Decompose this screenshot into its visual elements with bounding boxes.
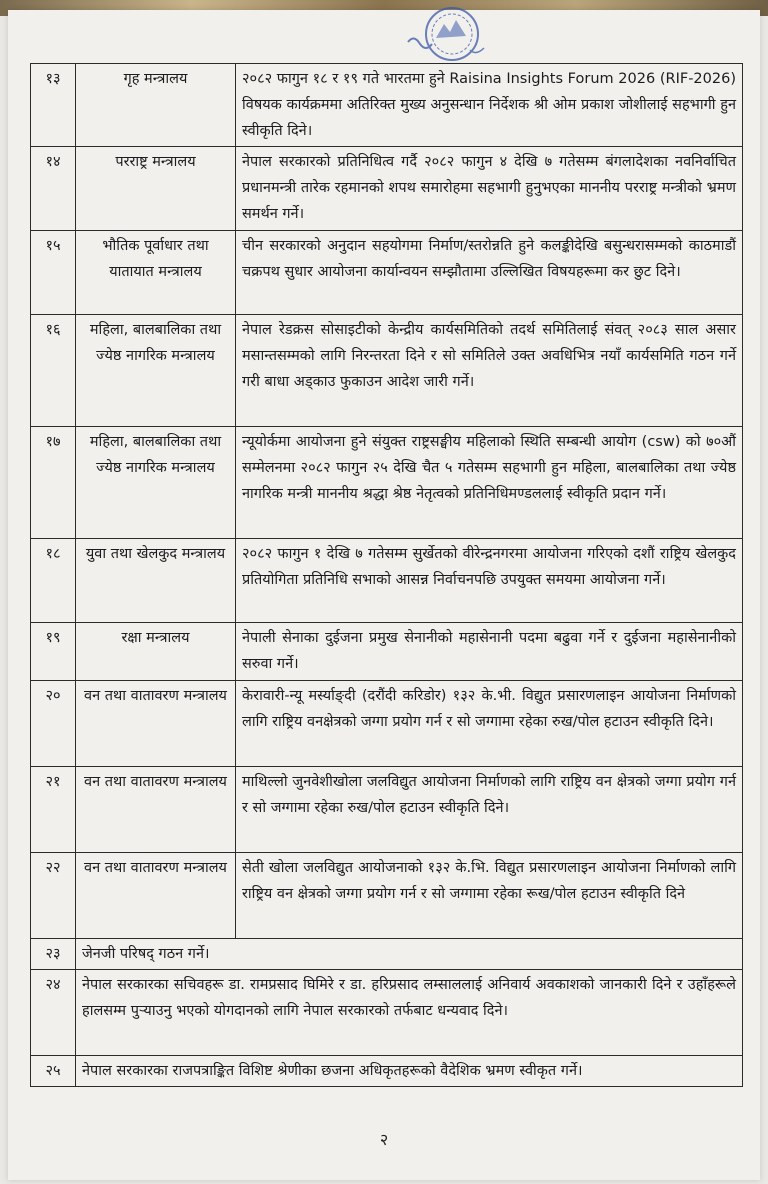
row-number: १७ xyxy=(31,427,76,539)
decision-cell: नेपाल सरकारको प्रतिनिधित्व गर्दै २०८२ फागुन ४ देखि ७ गतेसम्म बंगलादेशका नवनिर्वाचित प्रधानमन्त्री तारेक रहमानको शपथ समारोहमा सहभागी हुनुभएका माननीय परराष्ट्र मन्त्रीको भ्रमण समर्थन गर्ने। xyxy=(236,147,743,231)
row-number: १६ xyxy=(31,315,76,427)
row-number: २२ xyxy=(31,853,76,939)
table-row xyxy=(31,427,743,539)
decision-cell: नेपाली सेनाका दुईजना प्रमुख सेनानीको महासेनानी पदमा बढुवा गर्ने र दुईजना महासेनानीको सरुवा गर्ने। xyxy=(236,623,743,681)
decision-cell: माथिल्लो जुनवेशीखोला जलविद्युत आयोजना निर्माणको लागि राष्ट्रिय वन क्षेत्रको जग्गा प्रयोग गर्न र सो जग्गामा रहेका रुख/पोल हटाउन स्वीकृति दिने। xyxy=(236,767,743,853)
ministry-cell: परराष्ट्र मन्त्रालय xyxy=(76,147,236,231)
row-number: १८ xyxy=(31,539,76,623)
row-number: २४ xyxy=(31,970,76,1056)
decision-cell: २०८२ फागुन १८ र १९ गते भारतमा हुने Raisina Insights Forum 2026 (RIF-2026) विषयक कार्यक्रममा अतिरिक्त मुख्य अनुसन्धान निर्देशक श्री ओम प्रकाश जोशीलाई सहभागी हुन स्वीकृति दिने। xyxy=(236,64,743,147)
table-row xyxy=(31,853,743,939)
table-row xyxy=(31,939,743,970)
ministry-cell: वन तथा वातावरण मन्त्रालय xyxy=(76,681,236,767)
ministry-cell: महिला, बालबालिका तथा ज्येष्ठ नागरिक मन्त्रालय xyxy=(76,427,236,539)
table-row xyxy=(31,147,743,231)
decision-cell: जेनजी परिषद् गठन गर्ने। xyxy=(76,939,743,970)
row-number: २० xyxy=(31,681,76,767)
ministry-cell: वन तथा वातावरण मन्त्रालय xyxy=(76,767,236,853)
decision-cell: नेपाल सरकारका सचिवहरू डा. रामप्रसाद घिमिरे र डा. हरिप्रसाद लम्साललाई अनिवार्य अवकाशको जानकारी दिने र उहाँहरूले हालसम्म पुऱ्याउनु भएको योगदानको लागि नेपाल सरकारको तर्फबाट धन्यवाद दिने। xyxy=(76,970,743,1056)
row-number: १४ xyxy=(31,147,76,231)
office-seal-stamp xyxy=(404,4,496,66)
ministry-cell: महिला, बालबालिका तथा ज्येष्ठ नागरिक मन्त्रालय xyxy=(76,315,236,427)
decision-cell: न्यूयोर्कमा आयोजना हुने संयुक्त राष्ट्रसङ्घीय महिलाको स्थिति सम्बन्धी आयोग (csw) को ७०औं सम्मेलनमा २०८२ फागुन २५ देखि चैत ५ गतेसम्म सहभागी हुन महिला, बालबालिका तथा ज्येष्ठ नागरिक मन्त्री माननीय श्रद्धा श्रेष्ठ नेतृत्वको प्रतिनिधिमण्डललाई स्वीकृति प्रदान गर्ने। xyxy=(236,427,743,539)
decision-cell: नेपाल रेडक्रस सोसाइटीको केन्द्रीय कार्यसमितिको तदर्थ समितिलाई संवत् २०८३ साल असार मसान्तसम्मको लागि निरन्तरता दिने र सो समितिले उक्त अवधिभित्र नयाँ कार्यसमिति गठन गर्ने गरी बाधा अड्काउ फुकाउन आदेश जारी गर्ने। xyxy=(236,315,743,427)
ministry-cell: भौतिक पूर्वाधार तथा यातायात मन्त्रालय xyxy=(76,231,236,315)
table-row xyxy=(31,231,743,315)
table-row xyxy=(31,539,743,623)
decision-cell: चीन सरकारको अनुदान सहयोगमा निर्माण/स्तरोन्नति हुने कलङ्कीदेखि बसुन्धरासम्मको काठमाडौं चक्रपथ सुधार आयोजना कार्यान्वयन सम्झौतामा उल्लिखित विषयहरूमा कर छुट दिने। xyxy=(236,231,743,315)
ministry-cell: वन तथा वातावरण मन्त्रालय xyxy=(76,853,236,939)
table-row xyxy=(31,970,743,1056)
row-number: २१ xyxy=(31,767,76,853)
page-number: २ xyxy=(379,1130,389,1149)
row-number: १९ xyxy=(31,623,76,681)
table-row xyxy=(31,681,743,767)
row-number: २३ xyxy=(31,939,76,970)
row-number: २५ xyxy=(31,1056,76,1087)
row-number: १३ xyxy=(31,64,76,147)
table-row xyxy=(31,1056,743,1087)
table-row xyxy=(31,315,743,427)
decision-cell: केरावारी-न्यू मर्स्याङ्दी (दरौंदी करिडोर) १३२ के.भी. विद्युत प्रसारणलाइन आयोजना निर्माणको लागि राष्ट्रिय वनक्षेत्रको जग्गा प्रयोग गर्न र सो जग्गामा रहेका रुख/पोल हटाउन स्वीकृति दिने। xyxy=(236,681,743,767)
ministry-cell: गृह मन्त्रालय xyxy=(76,64,236,147)
decision-cell: २०८२ फागुन १ देखि ७ गतेसम्म सुर्खेतको वीरेन्द्रनगरमा आयोजना गरिएको दशौं राष्ट्रिय खेलकुद प्रतियोगिता प्रतिनिधि सभाको आसन्न निर्वाचनपछि उपयुक्त समयमा आयोजना गर्ने। xyxy=(236,539,743,623)
table-row xyxy=(31,767,743,853)
table-row xyxy=(31,64,743,147)
decision-cell: नेपाल सरकारका राजपत्राङ्कित विशिष्ट श्रेणीका छजना अधिकृतहरूको वैदेशिक भ्रमण स्वीकृत गर्ने। xyxy=(76,1056,743,1087)
row-number: १५ xyxy=(31,231,76,315)
decisions-table xyxy=(30,63,743,1087)
ministry-cell: रक्षा मन्त्रालय xyxy=(76,623,236,681)
table-row xyxy=(31,623,743,681)
ministry-cell: युवा तथा खेलकुद मन्त्रालय xyxy=(76,539,236,623)
decision-cell: सेती खोला जलविद्युत आयोजनाको १३२ के.भि. विद्युत प्रसारणलाइन आयोजना निर्माणको लागि राष्ट्रिय वन क्षेत्रको जग्गा प्रयोग गर्न र सो जग्गामा रहेका रूख/पोल हटाउन स्वीकृति दिने xyxy=(236,853,743,939)
